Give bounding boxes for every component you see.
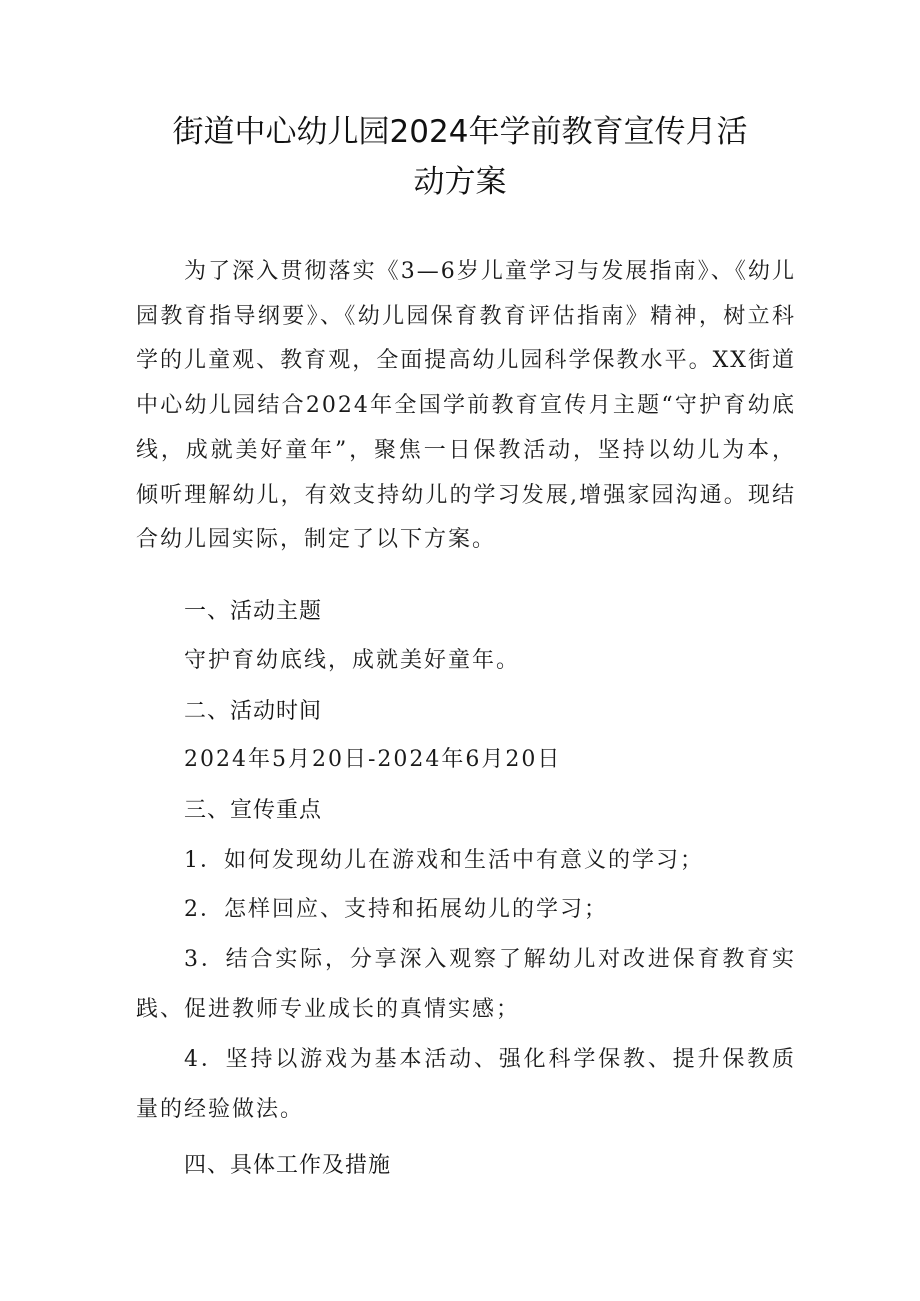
section-heading-theme: 一、活动主题 bbox=[184, 599, 323, 624]
section-heading-time: 二、活动时间 bbox=[184, 699, 323, 724]
focus-item-2: 2．怎样回应、支持和拓展幼儿的学习； bbox=[184, 897, 608, 922]
document-title-line-1: 街道中心幼儿园2024年学前教育宣传月活 bbox=[172, 114, 748, 150]
section-content-theme: 守护育幼底线，成就美好童年。 bbox=[184, 648, 521, 673]
focus-item-1: 1．如何发现幼儿在游戏和生活中有意义的学习； bbox=[184, 848, 704, 873]
document-title-line-2: 动方案 bbox=[413, 164, 507, 200]
section-heading-focus: 三、宣传重点 bbox=[184, 798, 323, 823]
focus-item-3: 3．结合实际，分享深入观察了解幼儿对改进保育教育实践、促进教师专业成长的真情实感； bbox=[136, 947, 796, 1022]
focus-item-4: 4．坚持以游戏为基本活动、强化科学保教、提升保教质量的经验做法。 bbox=[136, 1047, 796, 1122]
intro-paragraph: 为了深入贯彻落实《3—6岁儿童学习与发展指南》、《幼儿园教育指导纲要》、《幼儿园保育教育评估指南》精神，树立科学的儿童观、教育观，全面提高幼儿园科学保教水平。XX街道中心幼儿园结合2024年全国学前教育宣传月主题“守护育幼底线，成就美好童年”，聚焦一日保教活动，坚持以幼儿为本，倾听理解幼儿，有效支持幼儿的学习发展,增强家园沟通。现结合幼儿园实际，制定了以下方案。 bbox=[136, 259, 796, 553]
section-heading-measures: 四、具体工作及措施 bbox=[184, 1153, 392, 1178]
section-content-time: 2024年5月20日-2024年6月20日 bbox=[184, 747, 562, 772]
